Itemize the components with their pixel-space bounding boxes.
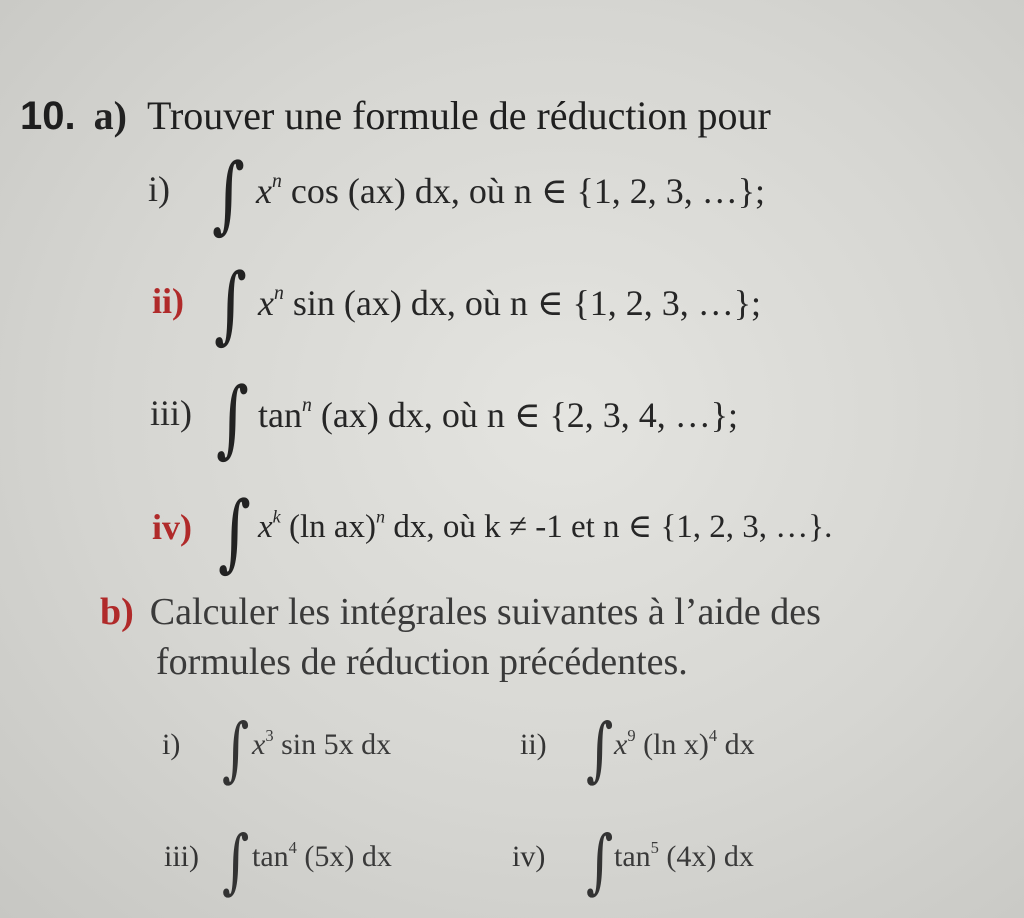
item-expression: $\tan^4 (5x)$ dx (252, 837, 392, 873)
integral-icon: ∫ (216, 369, 249, 467)
exercise-number: 10. (20, 94, 76, 138)
item-expression: $x^3$ sin 5x dx (252, 725, 392, 761)
integral-icon: ∫ (214, 255, 247, 353)
integral-icon: ∫ (222, 708, 250, 790)
part-b-heading-line2: formules de réduction précédentes. (156, 641, 688, 683)
integral-icon: ∫ (212, 145, 245, 243)
part-b-label: b) (100, 591, 134, 633)
item-expression: $x^k$ (ln ax)$^n$ dx, où k ≠ -1 et n ∈ {1, 2, 3, …}. (258, 506, 833, 545)
item-expression: $x^n$ sin (ax) dx, où n ∈ {1, 2, 3, …}; (258, 282, 762, 323)
item-expression: $\tan^n (ax)$ dx, où n ∈ {2, 3, 4, …}; (258, 394, 739, 435)
item-roman: i) (162, 728, 181, 761)
integral-icon: ∫ (222, 820, 250, 902)
item-expression: $\tan^5 (4x)$ dx (614, 837, 754, 873)
part-a-heading: Trouver une formule de réduction pour (146, 93, 771, 138)
part-a-label: a) (93, 93, 127, 138)
exercise-heading (20, 92, 771, 139)
item-roman: iv) (152, 507, 192, 547)
integral-icon: ∫ (586, 820, 614, 902)
item-roman: i) (148, 169, 170, 209)
item-roman: iii) (164, 840, 199, 873)
item-expression: $x^9$ (ln x)$^4$ dx (614, 725, 755, 761)
integral-icon: ∫ (586, 708, 614, 790)
item-roman: iv) (512, 840, 546, 873)
integral-icon: ∫ (218, 483, 251, 581)
item-roman: ii) (152, 281, 184, 321)
item-expression: $x^n$ cos (ax) dx, où n ∈ {1, 2, 3, …}; (256, 170, 766, 211)
item-roman: ii) (520, 728, 547, 761)
part-b-heading-line1: Calculer les intégrales suivantes à l’aide des (149, 591, 821, 633)
part-b-heading-2 (156, 640, 688, 684)
part-b-heading (100, 590, 821, 634)
item-roman: iii) (150, 393, 192, 433)
